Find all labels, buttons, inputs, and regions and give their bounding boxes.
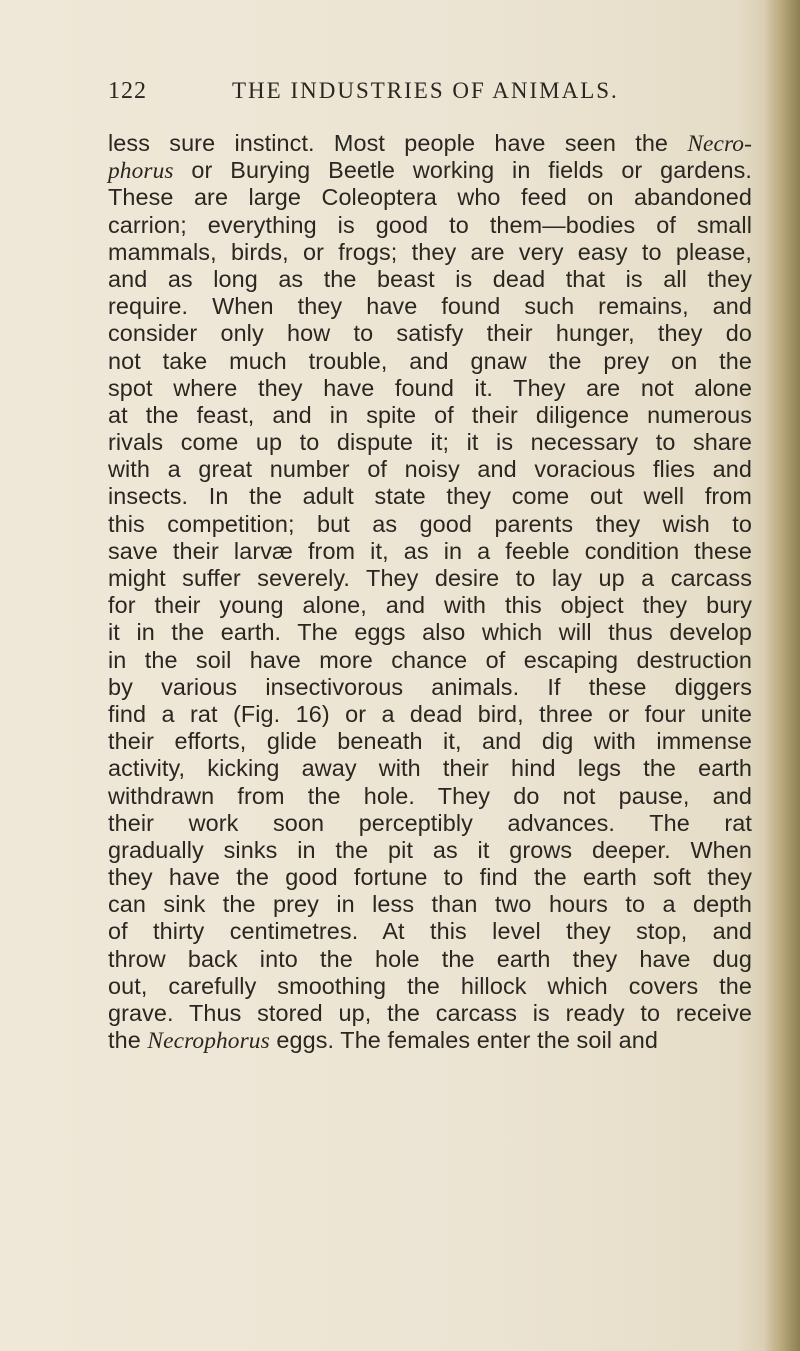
text-segment: gradually sinks in the pit as it grows deeper. When bbox=[108, 836, 752, 863]
text-segment: require. When they have found such remains, and bbox=[108, 293, 752, 320]
text-line bbox=[108, 810, 752, 837]
text-segment: find a rat (Fig. 16) or a dead bird, three or four unite bbox=[108, 700, 752, 727]
text-line bbox=[108, 293, 752, 320]
text-line bbox=[108, 891, 752, 918]
text-segment: These are large Coleoptera who feed on abandoned bbox=[108, 184, 752, 211]
text-segment: with a great number of noisy and voracious flies and bbox=[108, 456, 752, 483]
text-line bbox=[108, 565, 752, 592]
text-line bbox=[108, 157, 752, 184]
text-line bbox=[108, 918, 752, 945]
text-segment: of thirty centimetres. At this level they stop, and bbox=[108, 918, 752, 945]
text-segment: by various insectivorous animals. If these diggers bbox=[108, 673, 752, 700]
text-line bbox=[108, 728, 752, 755]
text-segment: mammals, birds, or frogs; they are very easy to please, bbox=[108, 238, 752, 265]
text-segment: save their larvæ from it, as in a feeble condition these bbox=[108, 537, 752, 564]
text-line bbox=[108, 674, 752, 701]
text-segment: their work soon perceptibly advances. The rat bbox=[108, 809, 752, 836]
text-line bbox=[108, 973, 752, 1000]
text-segment: consider only how to satisfy their hunger, they do bbox=[108, 320, 752, 347]
text-line bbox=[108, 348, 752, 375]
text-line bbox=[108, 375, 752, 402]
text-segment: insects. In the adult state they come out well from bbox=[108, 483, 752, 510]
text-line bbox=[108, 320, 752, 347]
text-segment: spot where they have found it. They are not alone bbox=[108, 374, 752, 401]
text-line bbox=[108, 946, 752, 973]
text-segment: this competition; but as good parents they wish to bbox=[108, 510, 752, 537]
page-edge-shadow bbox=[764, 0, 800, 1351]
text-line bbox=[108, 511, 752, 538]
body-text bbox=[108, 130, 752, 1054]
text-line bbox=[108, 592, 752, 619]
text-segment: carrion; everything is good to them—bodies of small bbox=[108, 211, 752, 238]
text-line bbox=[108, 538, 752, 565]
text-line bbox=[108, 783, 752, 810]
text-segment: the bbox=[108, 1027, 148, 1054]
text-segment: activity, kicking away with their hind legs the earth bbox=[108, 755, 752, 782]
text-segment: at the feast, and in spite of their diligence numerous bbox=[108, 401, 752, 428]
text-line bbox=[108, 1000, 752, 1027]
text-line bbox=[108, 755, 752, 782]
text-line bbox=[108, 266, 752, 293]
text-line bbox=[108, 701, 752, 728]
text-line bbox=[108, 130, 752, 157]
text-line bbox=[108, 456, 752, 483]
text-line bbox=[108, 483, 752, 510]
text-segment: less sure instinct. Most people have seen the bbox=[108, 130, 688, 156]
text-line bbox=[108, 837, 752, 864]
text-line bbox=[108, 1027, 752, 1054]
text-segment: in the soil have more chance of escaping destruction bbox=[108, 646, 752, 673]
text-segment: grave. Thus stored up, the carcass is ready to receive bbox=[108, 1000, 752, 1026]
text-segment: withdrawn from the hole. They do not pause, and bbox=[108, 782, 752, 809]
text-segment: might suffer severely. They desire to lay up a carcass bbox=[108, 565, 752, 591]
text-segment: eggs. The females enter the soil and bbox=[269, 1027, 658, 1054]
text-line bbox=[108, 184, 752, 211]
text-line bbox=[108, 239, 752, 266]
italic-text: Necro- bbox=[687, 131, 752, 157]
text-segment: it in the earth. The eggs also which will thus develop bbox=[108, 619, 752, 646]
text-segment: throw back into the hole the earth they have dug bbox=[108, 945, 752, 972]
text-segment: and as long as the beast is dead that is all they bbox=[108, 265, 752, 292]
text-line bbox=[108, 402, 752, 429]
page-header bbox=[108, 78, 748, 108]
text-segment: or Burying Beetle working in fields or gardens. bbox=[173, 157, 752, 184]
text-segment: their efforts, glide beneath it, and dig with immense bbox=[108, 728, 752, 755]
text-line bbox=[108, 212, 752, 239]
italic-text: phorus bbox=[108, 158, 174, 185]
text-line bbox=[108, 864, 752, 891]
italic-text: Necrophorus bbox=[147, 1028, 270, 1055]
text-segment: can sink the prey in less than two hours to a depth bbox=[108, 891, 752, 918]
text-segment: they have the good fortune to find the earth soft they bbox=[108, 864, 752, 891]
text-line bbox=[108, 429, 752, 456]
text-line bbox=[108, 647, 752, 674]
text-line bbox=[108, 619, 752, 646]
text-segment: for their young alone, and with this object they bury bbox=[108, 592, 752, 619]
text-segment: not take much trouble, and gnaw the prey on the bbox=[108, 347, 752, 374]
text-segment: out, carefully smoothing the hillock which covers the bbox=[108, 972, 752, 999]
text-segment: rivals come up to dispute it; it is necessary to share bbox=[108, 429, 752, 456]
running-head: THE INDUSTRIES OF ANIMALS. bbox=[232, 78, 619, 103]
page-number: 122 bbox=[108, 78, 147, 104]
